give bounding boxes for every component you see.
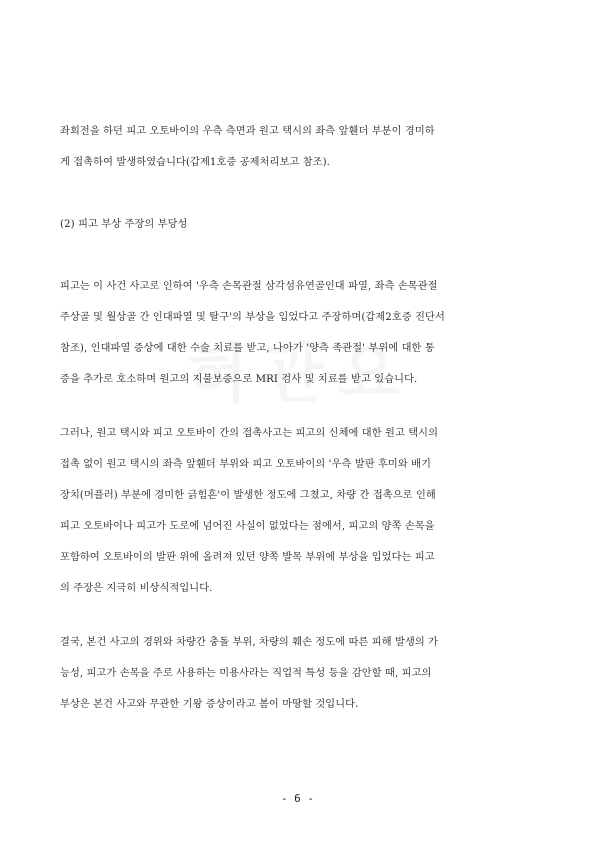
- text-line: 피고는 이 사건 사고로 인하여 '우측 손목관절 삼각섬유연골인대 파열, 좌측 손목관절: [60, 281, 438, 292]
- text-line: 주상골 및 월상골 간 인대파열 및 탈구'의 부상을 입었다고 주장하며(갑제2호증 진단서: [60, 312, 445, 323]
- text-line: (2) 피고 부상 주장의 부당성: [60, 219, 188, 230]
- text-line: 증을 추가로 호소하며 원고의 지불보증으로 MRI 검사 및 치료를 받고 있습니다.: [60, 374, 418, 385]
- text-line: 결국, 본건 사고의 경위와 차량간 충돌 부위, 차량의 훼손 정도에 따른 피해 발생의 가: [60, 637, 439, 648]
- text-line: 능성, 피고가 손목을 주로 사용하는 미용사라는 직업적 특성 등을 감안할 때, 피고의: [60, 668, 432, 679]
- text-line: 참조), 인대파열 증상에 대한 수술 치료를 받고, 나아가 '양측 족관절' 부위에 대한 통: [60, 343, 435, 354]
- page-number: - 6 -: [280, 792, 315, 805]
- section-heading: [60, 209, 540, 240]
- text-line: 의 주장은 지극히 비상식적입니다.: [60, 583, 213, 594]
- paragraph-conclusion: [60, 627, 540, 720]
- paragraph-defendant-injury-claim: [60, 271, 540, 395]
- paragraph-accident-description: [60, 116, 540, 178]
- text-line: 그러나, 원고 택시와 피고 오토바이 간의 접촉사고는 피고의 신체에 대한 원고 택시의: [60, 428, 439, 439]
- paragraph-rebuttal: [60, 418, 540, 604]
- text-line: 장치(머플러) 부분에 경미한 긁힘흔'이 발생한 정도에 그쳤고, 차량 간 접촉으로 인해: [60, 490, 436, 501]
- text-line: 접촉 없이 원고 택시의 좌측 앞휀더 부위와 피고 오토바이의 '우측 발판 후미와 배기: [60, 459, 432, 470]
- text-line: 좌회전을 하던 피고 오토바이의 우측 측면과 원고 택시의 좌측 앞휀더 부분이 경미하: [60, 126, 435, 137]
- text-line: 부상은 본건 사고와 무관한 기왕 증상이라고 봄이 마땅할 것입니다.: [60, 699, 359, 710]
- text-line: 게 접촉하여 발생하였습니다(갑제1호증 공제처리보고 참조).: [60, 157, 331, 168]
- text-line: 포함하여 오토바이의 발판 위에 올려져 있던 양쪽 발목 부위에 부상을 입었다는 피고: [60, 552, 435, 563]
- text-line: 피고 오토바이나 피고가 도로에 넘어진 사실이 없었다는 점에서, 피고의 양쪽 손목을: [60, 521, 435, 532]
